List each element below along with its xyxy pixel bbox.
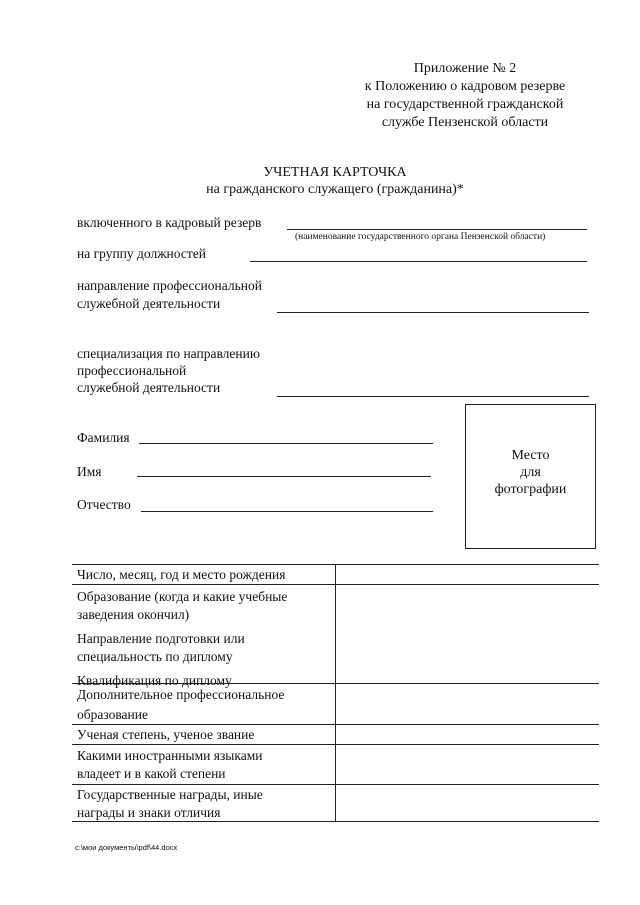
- cell-label: заведения окончил): [77, 607, 190, 622]
- photo-caption-line: фотографии: [494, 482, 567, 497]
- appendix-number: Приложение № 2: [413, 61, 517, 76]
- cell-label: Квалификация по диплому: [77, 673, 232, 688]
- cell-label: Число, месяц, год и место рождения: [77, 567, 286, 582]
- table-row-awards: [77, 786, 332, 822]
- table-row-birth: [77, 566, 332, 584]
- appendix-header: [345, 60, 585, 132]
- table-row-additional-education: [77, 685, 332, 725]
- spec-label-line2: профессиональной: [77, 363, 187, 378]
- cell-label: Направление подготовки или: [77, 631, 245, 646]
- title-main: УЧЕТНАЯ КАРТОЧКА: [263, 165, 407, 180]
- spec-input-line[interactable]: [277, 396, 589, 397]
- appendix-ref-line: на государственной гражданской: [366, 97, 564, 112]
- photo-caption-line: Место: [511, 448, 550, 463]
- document-title: [100, 164, 570, 198]
- surname-input-line[interactable]: [139, 443, 433, 444]
- photo-caption-line: для: [520, 465, 541, 480]
- reserve-input-line[interactable]: [287, 229, 587, 230]
- direction-label-line1: направление профессиональной: [77, 278, 262, 293]
- patronymic-label: Отчество: [77, 497, 131, 512]
- cell-label: владеет и в какой степени: [77, 766, 226, 781]
- name-label: Имя: [77, 464, 102, 479]
- patronymic-input-line[interactable]: [141, 511, 433, 512]
- cell-label: образование: [77, 707, 148, 722]
- cell-label: Образование (когда и какие учебные: [77, 589, 288, 604]
- direction-label-line2: служебной деятельности: [77, 296, 221, 311]
- reserve-label: включенного в кадровый резерв: [77, 215, 262, 230]
- photo-caption: [466, 447, 595, 498]
- cell-label: специальность по диплому: [77, 649, 233, 664]
- table-row-degree: [77, 726, 332, 744]
- cell-label: Дополнительное профессиональное: [77, 687, 285, 702]
- spec-label-line1: специализация по направлению: [77, 346, 260, 361]
- photo-placeholder: [465, 404, 596, 549]
- cell-label: Какими иностранными языками: [77, 748, 263, 763]
- cell-label: награды и знаки отличия: [77, 805, 221, 820]
- name-input-line[interactable]: [137, 476, 431, 477]
- surname-label: Фамилия: [77, 430, 130, 445]
- cell-label: Ученая степень, ученое звание: [77, 727, 255, 742]
- reserve-hint: (наименование государственного органа Пензенской области): [295, 232, 546, 242]
- title-sub: на гражданского служащего (гражданина)*: [206, 182, 464, 197]
- direction-input-line[interactable]: [277, 312, 589, 313]
- appendix-ref-line: службе Пензенской области: [381, 115, 549, 130]
- table-column-divider: [335, 564, 336, 821]
- table-row-education: [77, 588, 332, 690]
- spec-label-line3: служебной деятельности: [77, 380, 221, 395]
- file-path-footer: c:\мои документы\pdf\44.docx: [75, 843, 178, 852]
- group-label: на группу должностей: [77, 246, 206, 261]
- table-row-languages: [77, 747, 332, 783]
- appendix-ref-line: к Положению о кадровом резерве: [364, 79, 566, 94]
- group-input-line[interactable]: [250, 261, 587, 262]
- cell-label: Государственные награды, иные: [77, 787, 263, 802]
